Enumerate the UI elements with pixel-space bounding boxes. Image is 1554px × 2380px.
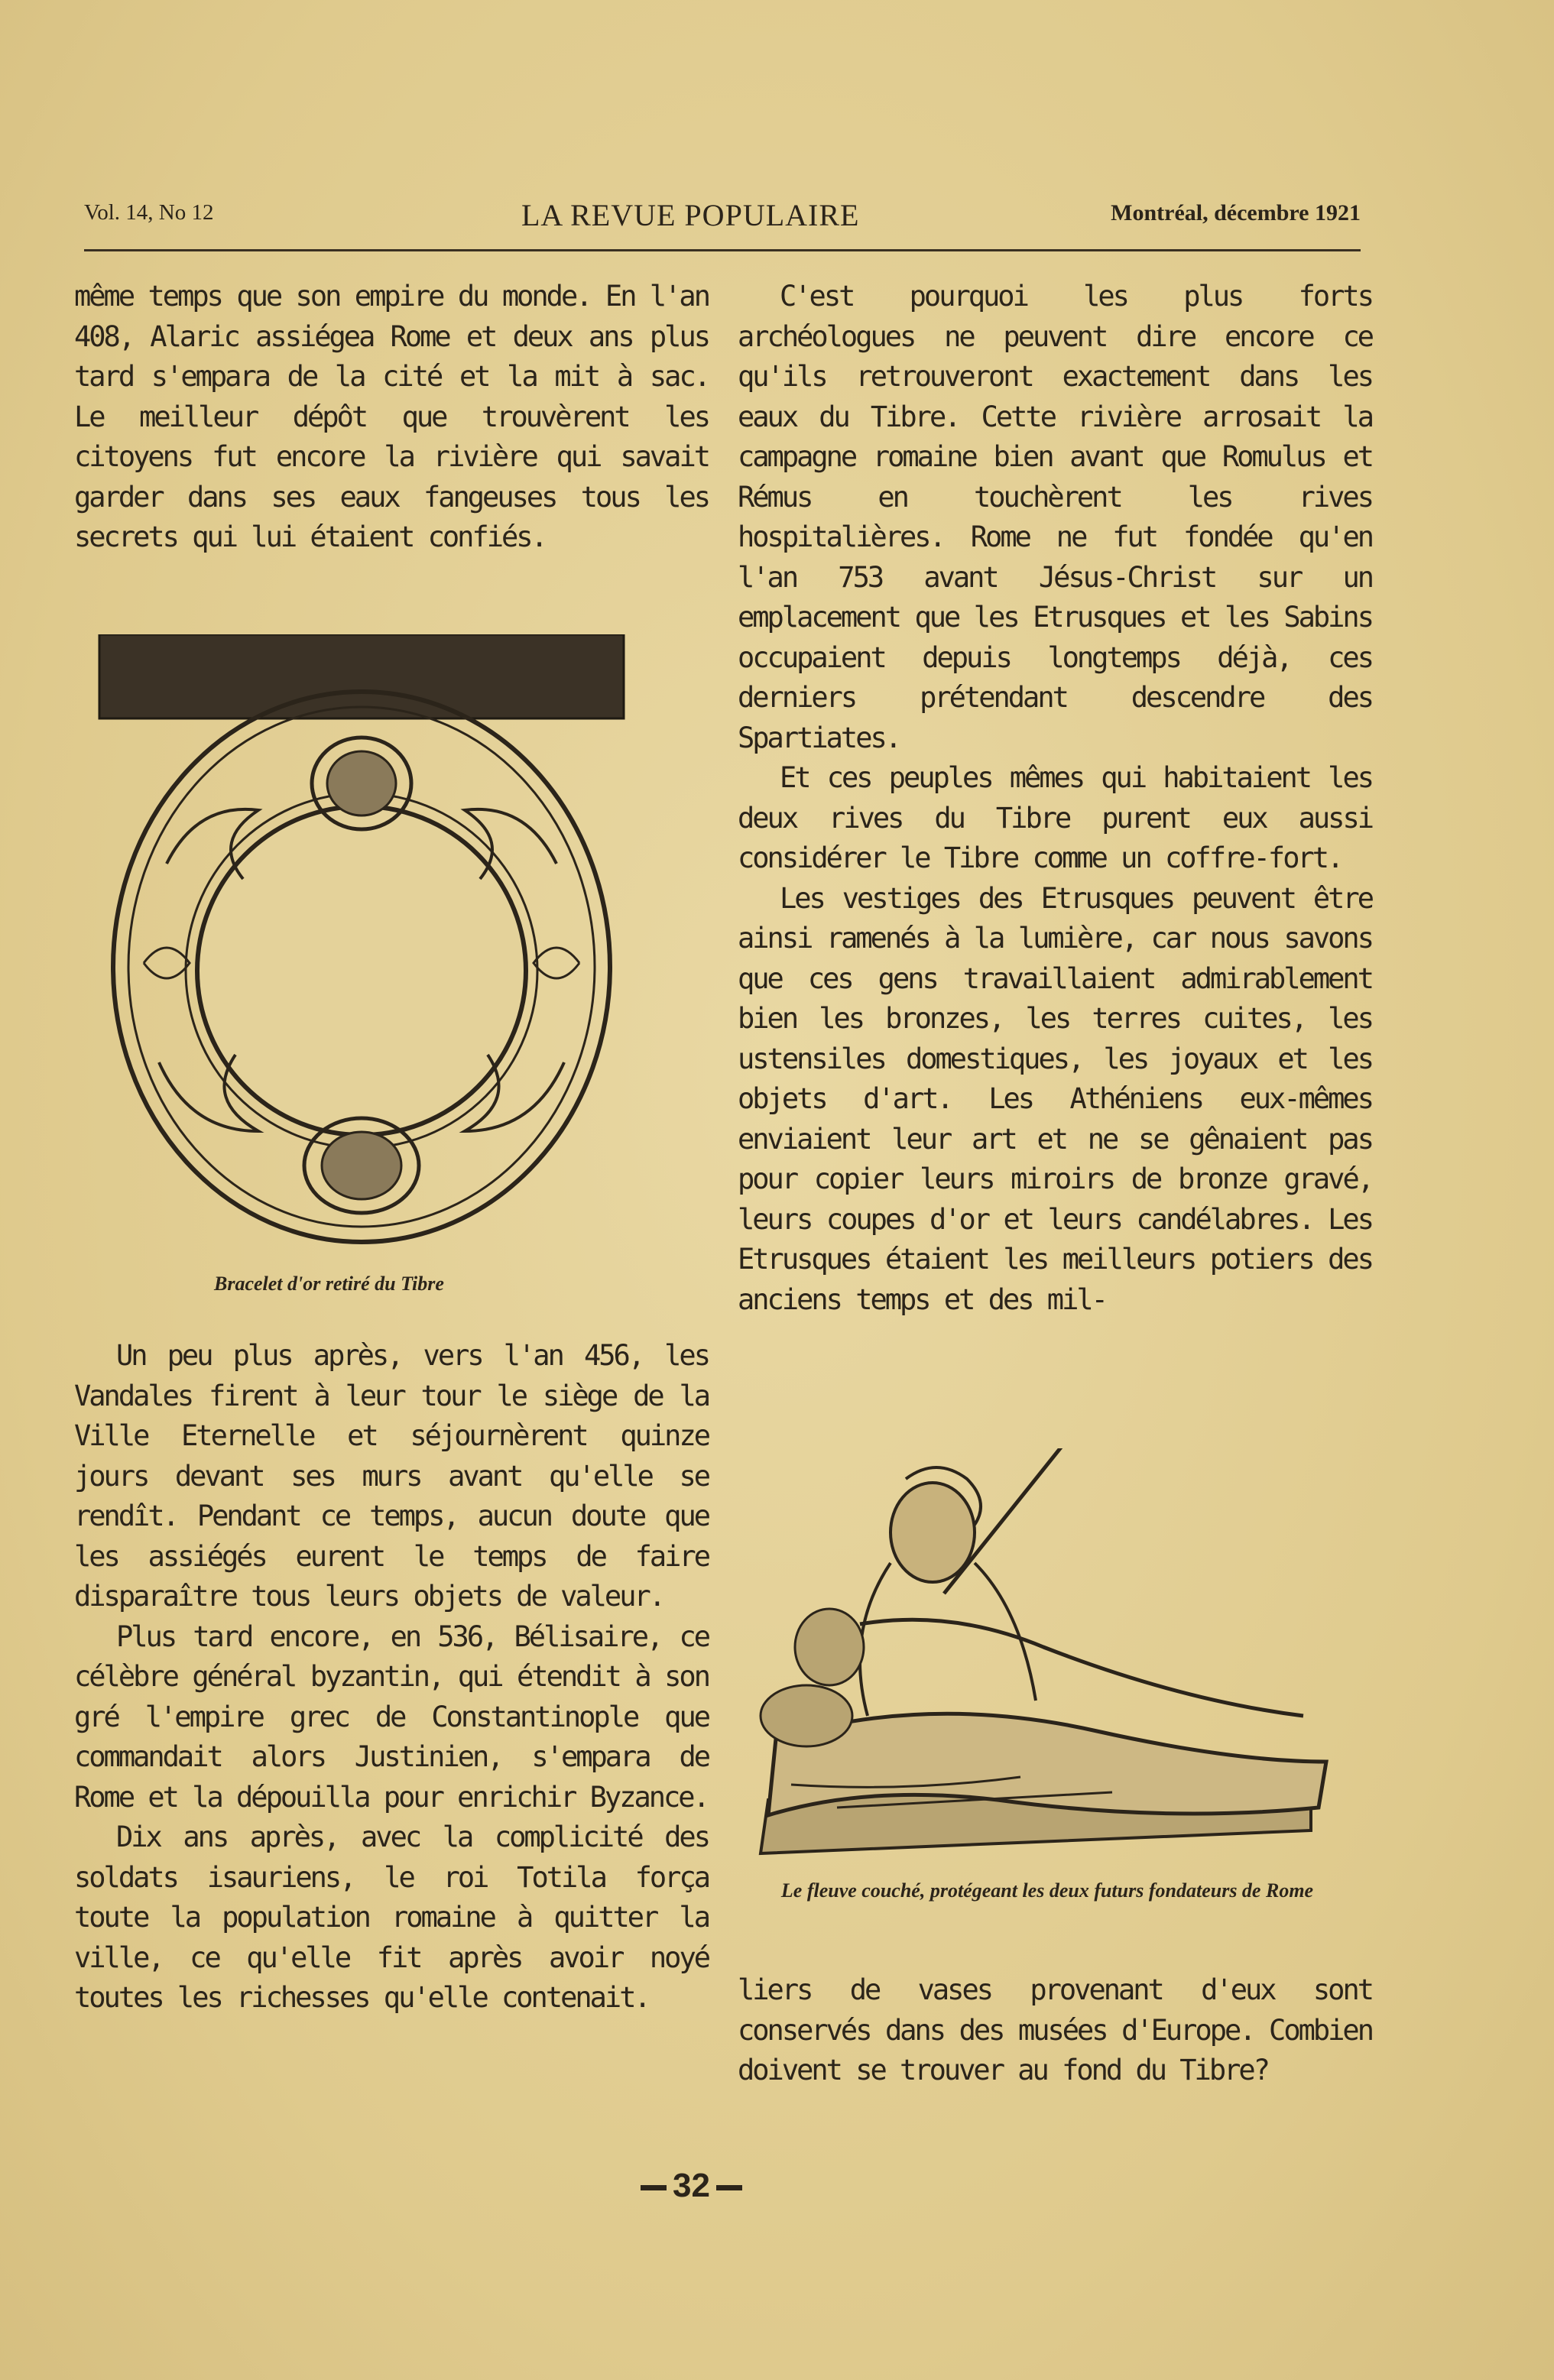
- page-header: [84, 200, 1361, 238]
- bracelet-illustration: [98, 634, 625, 1269]
- issue-date: Montréal, décembre 1921: [1111, 200, 1361, 225]
- river-god-illustration: [745, 1448, 1334, 1876]
- page-number: 32: [634, 2167, 748, 2205]
- left-column: [74, 277, 709, 558]
- paragraph: Dix ans après, avec la complicité des soldats isauriens, le roi Totila força toute la population romaine à quitter la ville, ce qu'elle fit après avoir noyé toutes les richesses qu'elle contenait.: [74, 1821, 709, 2014]
- paragraph: C'est pourquoi les plus forts archéologues ne peuvent dire encore ce qu'ils retrouveront exactement dans les eaux du Tibre. Cette rivière arrosait la campagne romaine bien avant que Romulus et Rémus en touchèrent les rives hospitalières. Rome ne fut fondée qu'en l'an 753 avant Jésus-Christ sur un emplacement que les Etrusques et les Sabins occupaient depuis longtemps déjà, ces derniers prétendant descendre des Spartiates.: [738, 280, 1372, 754]
- paragraph: Un peu plus après, vers l'an 456, les Vandales firent à leur tour le siège de la Ville Eternelle et séjournèrent quinze jours devant ses murs avant qu'elle se rendît. Pendant ce temps, aucun doute que les assiégés eurent le temps de faire disparaître tous leurs objets de valeur.: [74, 1339, 709, 1613]
- left-column-continued: [74, 1336, 709, 2018]
- header-rule: [84, 249, 1361, 251]
- paragraph: même temps que son empire du monde. En l'an 408, Alaric assiégea Rome et deux ans plus tard s'empara de la cité et la mit à sac. Le meilleur dépôt que trouvèrent les citoyens fut encore la rivière qui savait garder dans ses eaux fangeuses tous les secrets qui lui étaient confiés.: [74, 280, 709, 553]
- issue-volume: Vol. 14, No 12: [84, 200, 214, 225]
- paragraph: liers de vases provenant d'eux sont conservés dans des musées d'Europe. Combien doivent se trouver au fond du Tibre?: [738, 1973, 1372, 2087]
- paragraph: Les vestiges des Etrusques peuvent être ainsi ramenés à la lumière, car nous savons que ces gens travaillaient admirablement bien les bronzes, les terres cuites, les ustensiles domestiques, les joyaux et les objets d'art. Les Athéniens eux-mêmes enviaient leur art et ne se gênaient pas pour copier leurs miroirs de bronze gravé, leurs coupes d'or et leurs candélabres. Les Etrusques étaient les meilleurs potiers des anciens temps et des mil-: [738, 881, 1372, 1316]
- right-column-continued: [738, 1970, 1372, 2091]
- paragraph: Et ces peuples mêmes qui habitaient les deux rives du Tibre purent eux aussi considérer le Tibre comme un coffre-fort.: [738, 761, 1372, 874]
- bracelet-caption: Bracelet d'or retiré du Tibre: [214, 1273, 444, 1295]
- river-caption: Le fleuve couché, protégeant les deux futurs fondateurs de Rome: [780, 1879, 1314, 1902]
- magazine-title: LA REVUE POPULAIRE: [521, 198, 860, 232]
- right-column: [738, 277, 1372, 1320]
- paragraph: Plus tard encore, en 536, Bélisaire, ce célèbre général byzantin, qui étendit à son gré l'empire grec de Constantinople que commandait alors Justinien, s'empara de Rome et la dépouilla pour enrichir Byzance.: [74, 1620, 709, 1814]
